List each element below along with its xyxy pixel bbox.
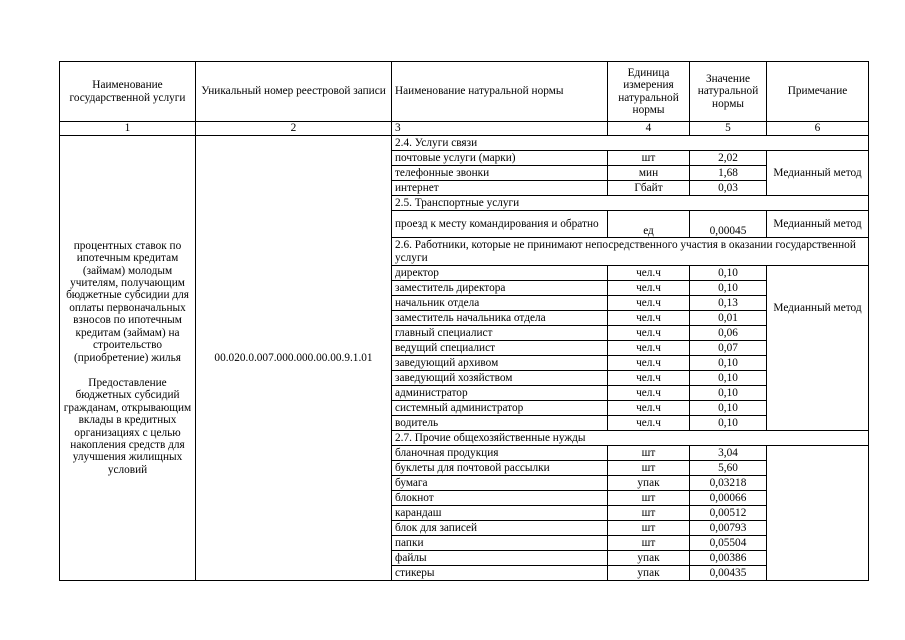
column-number: 4	[608, 122, 690, 136]
note-median-method: Медианный метод	[767, 211, 869, 238]
norm-value: 0,00386	[690, 551, 767, 566]
norm-value: 3,04	[690, 446, 767, 461]
norm-name: интернет	[392, 181, 608, 196]
section-title-2-7: 2.7. Прочие общехозяйственные нужды	[392, 431, 869, 446]
norm-value: 0,00435	[690, 566, 767, 581]
norm-unit: чел.ч	[608, 371, 690, 386]
norm-name: администратор	[392, 386, 608, 401]
header-note: Примечание	[767, 62, 869, 122]
norm-value: 0,10	[690, 266, 767, 281]
norm-name: директор	[392, 266, 608, 281]
norm-unit: упак	[608, 476, 690, 491]
note-median-method: Медианный метод	[767, 266, 869, 431]
norm-unit: чел.ч	[608, 326, 690, 341]
norm-value: 0,07	[690, 341, 767, 356]
note-median-method: Медианный метод	[767, 151, 869, 196]
norm-unit: шт	[608, 446, 690, 461]
norm-name: ведущий специалист	[392, 341, 608, 356]
norm-value: 0,03218	[690, 476, 767, 491]
norm-unit: чел.ч	[608, 296, 690, 311]
norm-value: 0,10	[690, 416, 767, 431]
column-number-row	[60, 122, 869, 136]
norm-unit: чел.ч	[608, 281, 690, 296]
norm-unit: чел.ч	[608, 356, 690, 371]
norm-unit: чел.ч	[608, 311, 690, 326]
norm-value: 5,60	[690, 461, 767, 476]
norm-name: главный специалист	[392, 326, 608, 341]
norm-unit: чел.ч	[608, 416, 690, 431]
norm-value: 0,10	[690, 356, 767, 371]
norm-name: файлы	[392, 551, 608, 566]
norm-name: водитель	[392, 416, 608, 431]
norm-name: папки	[392, 536, 608, 551]
norm-unit: шт	[608, 151, 690, 166]
norm-unit: чел.ч	[608, 386, 690, 401]
norm-value: 0,00793	[690, 521, 767, 536]
header-row	[60, 62, 869, 122]
header-service: Наименование государственной услуги	[60, 62, 196, 122]
service-name-second: Предоставление бюджетных субсидий гражданам, открывающим вклады в кредитных организациях с целью накопления средств для улучшения жилищных условий	[63, 376, 192, 476]
norm-value: 0,00066	[690, 491, 767, 506]
norm-unit: шт	[608, 536, 690, 551]
norm-name: телефонные звонки	[392, 166, 608, 181]
norm-name: заведующий архивом	[392, 356, 608, 371]
norm-value: 0,10	[690, 281, 767, 296]
norm-name: проезд к месту командирования и обратно	[392, 211, 608, 238]
norm-name: системный администратор	[392, 401, 608, 416]
norm-value: 0,05504	[690, 536, 767, 551]
norm-name: бумага	[392, 476, 608, 491]
service-name-continued: процентных ставок по ипотечным кредитам (займам) молодым учителям, получающим бюджетные субсидии для оплаты первоначальных взносов по ипотечным кредитам (займам) на строительство (приобретение) жилья	[66, 239, 189, 364]
registry-number: 00.020.0.007.000.000.00.00.9.1.01	[196, 136, 392, 581]
section-title-2-6: 2.6. Работники, которые не принимают непосредственного участия в оказании государственной услуги	[392, 238, 869, 266]
norm-name: карандаш	[392, 506, 608, 521]
norm-unit: упак	[608, 551, 690, 566]
norm-name: буклеты для почтовой рассылки	[392, 461, 608, 476]
norm-unit: чел.ч	[608, 401, 690, 416]
column-number: 6	[767, 122, 869, 136]
norm-name: заместитель начальника отдела	[392, 311, 608, 326]
norm-name: начальник отдела	[392, 296, 608, 311]
norm-value: 0,06	[690, 326, 767, 341]
note-empty	[767, 446, 869, 581]
norm-unit: шт	[608, 461, 690, 476]
section-title-2-5: 2.5. Транспортные услуги	[392, 196, 869, 211]
column-number: 1	[60, 122, 196, 136]
norm-value: 0,01	[690, 311, 767, 326]
norm-value: 2,02	[690, 151, 767, 166]
norm-name: блокнот	[392, 491, 608, 506]
norm-unit: шт	[608, 506, 690, 521]
norm-unit: шт	[608, 521, 690, 536]
norm-unit: ед	[608, 211, 690, 238]
norm-name: заместитель директора	[392, 281, 608, 296]
norm-unit: Гбайт	[608, 181, 690, 196]
norm-value: 0,10	[690, 371, 767, 386]
norm-name: почтовые услуги (марки)	[392, 151, 608, 166]
norm-name: заведующий хозяйством	[392, 371, 608, 386]
section-row	[60, 136, 869, 151]
norm-unit: мин	[608, 166, 690, 181]
norms-table	[59, 61, 869, 581]
header-unit: Единица измерения натуральной нормы	[608, 62, 690, 122]
norm-unit: упак	[608, 566, 690, 581]
norm-value: 1,68	[690, 166, 767, 181]
column-number: 5	[690, 122, 767, 136]
header-norm: Наименование натуральной нормы	[392, 62, 608, 122]
norm-unit: чел.ч	[608, 341, 690, 356]
header-registry: Уникальный номер реестровой записи	[196, 62, 392, 122]
section-title-2-4: 2.4. Услуги связи	[392, 136, 869, 151]
column-number: 3	[392, 122, 608, 136]
norm-value: 0,13	[690, 296, 767, 311]
norm-value: 0,03	[690, 181, 767, 196]
norm-value: 0,00512	[690, 506, 767, 521]
service-name-cell	[60, 136, 196, 581]
norm-name: стикеры	[392, 566, 608, 581]
norm-unit: чел.ч	[608, 266, 690, 281]
norm-unit: шт	[608, 491, 690, 506]
norm-value: 0,10	[690, 386, 767, 401]
norm-name: бланочная продукция	[392, 446, 608, 461]
header-value: Значение натуральной нормы	[690, 62, 767, 122]
norm-value: 0,10	[690, 401, 767, 416]
norm-name: блок для записей	[392, 521, 608, 536]
column-number: 2	[196, 122, 392, 136]
norm-value: 0,00045	[690, 211, 767, 238]
